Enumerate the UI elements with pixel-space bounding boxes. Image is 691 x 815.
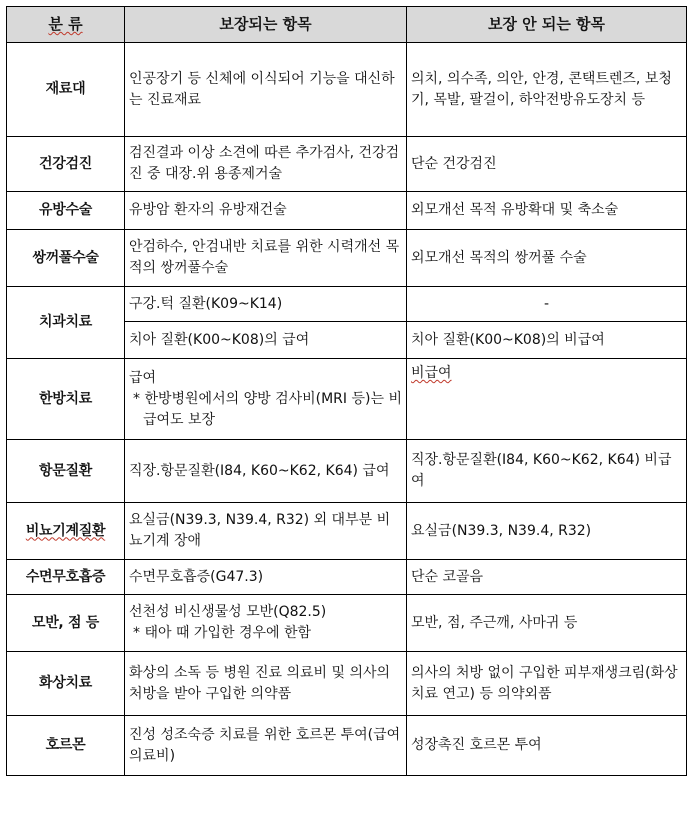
covered-cell: 구강.턱 질환(K09~K14) [125,287,407,322]
covered-main-text: 급여 [129,369,157,386]
category-cell: 건강검진 [7,137,125,192]
covered-cell: 검진결과 이상 소견에 따른 추가검사, 건강검진 중 대장.위 용종제거술 [125,137,407,192]
covered-cell [125,359,407,440]
category-text: 비뇨기계질환 [25,522,106,539]
table-row [7,716,687,776]
not-covered-cell: 단순 건강검진 [407,137,687,192]
category-cell: 모반, 점 등 [7,595,125,652]
table-row [7,560,687,595]
category-cell [7,503,125,560]
not-covered-cell: 외모개선 목적의 쌍꺼풀 수술 [407,230,687,287]
not-covered-cell: 단순 코골음 [407,560,687,595]
covered-cell: 유방암 환자의 유방재건술 [125,192,407,230]
category-cell: 수면무호흡증 [7,560,125,595]
table-row [7,440,687,503]
covered-cell: 안검하수, 안검내반 치료를 위한 시력개선 목적의 쌍꺼풀수술 [125,230,407,287]
table-row [7,287,687,322]
header-row [7,7,687,43]
covered-cell [125,595,407,652]
covered-cell: 화상의 소독 등 병원 진료 의료비 및 의사의 처방을 받아 구입한 의약품 [125,652,407,716]
table-row [7,43,687,137]
table-row [7,137,687,192]
table-row [7,192,687,230]
not-covered-cell: 성장촉진 호르몬 투여 [407,716,687,776]
covered-cell: 치아 질환(K00~K08)의 급여 [125,322,407,359]
header-category-text: 분 류 [48,15,83,33]
not-covered-cell [407,359,687,440]
category-cell: 호르몬 [7,716,125,776]
table-row [7,652,687,716]
coverage-table [6,6,687,776]
covered-cell: 진성 성조숙증 치료를 위한 호르몬 투여(급여의료비) [125,716,407,776]
category-cell: 화상치료 [7,652,125,716]
covered-cell: 수면무호흡증(G47.3) [125,560,407,595]
not-covered-cell: 치아 질환(K00~K08)의 비급여 [407,322,687,359]
covered-cell: 인공장기 등 신체에 이식되어 기능을 대신하는 진료재료 [125,43,407,137]
category-cell: 유방수술 [7,192,125,230]
table-row [7,595,687,652]
covered-note: * 한방병원에서의 양방 검사비(MRI 등)는 비급여도 보장 [133,390,402,428]
covered-cell: 직장.항문질환(I84, K60~K62, K64) 급여 [125,440,407,503]
not-covered-cell: 의치, 의수족, 의안, 안경, 콘택트렌즈, 보청기, 목발, 팔걸이, 하악전방유도장치 등 [407,43,687,137]
not-covered-cell: 외모개선 목적 유방확대 및 축소술 [407,192,687,230]
header-covered: 보장되는 항목 [125,7,407,43]
category-cell: 한방치료 [7,359,125,440]
category-cell: 항문질환 [7,440,125,503]
not-covered-cell: 모반, 점, 주근깨, 사마귀 등 [407,595,687,652]
category-cell: 재료대 [7,43,125,137]
not-covered-cell: 요실금(N39.3, N39.4, R32) [407,503,687,560]
header-not-covered: 보장 안 되는 항목 [407,7,687,43]
covered-note: * 태아 때 가입한 경우에 한함 [133,625,312,641]
category-cell: 쌍꺼풀수술 [7,230,125,287]
not-covered-text: 비급여 [411,365,452,381]
category-cell: 치과치료 [7,287,125,359]
table-row [7,230,687,287]
covered-main-text: 선천성 비신생물성 모반(Q82.5) [129,604,327,620]
not-covered-cell: - [407,287,687,322]
not-covered-cell: 의사의 처방 없이 구입한 피부재생크림(화상 치료 연고) 등 의약외품 [407,652,687,716]
header-category [7,7,125,43]
table-row [7,503,687,560]
table-row [7,359,687,440]
not-covered-cell: 직장.항문질환(I84, K60~K62, K64) 비급여 [407,440,687,503]
covered-cell: 요실금(N39.3, N39.4, R32) 외 대부분 비뇨기계 장애 [125,503,407,560]
